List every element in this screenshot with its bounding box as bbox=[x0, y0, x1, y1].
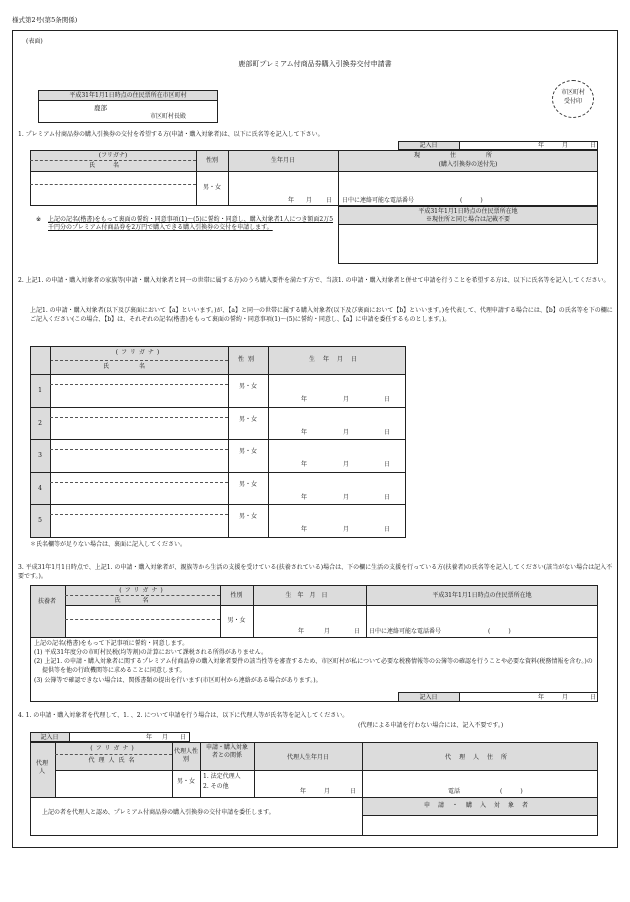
s2-row-number: 3 bbox=[38, 452, 42, 460]
rule bbox=[65, 595, 220, 596]
rule bbox=[268, 346, 269, 538]
s4-applicant-label: 申請・購入対象者 bbox=[423, 802, 536, 809]
s3-date-day: 日 bbox=[590, 693, 597, 701]
s1-birth-header: 生年月日 bbox=[270, 157, 295, 164]
s2-furigana-header: (フリガナ) bbox=[115, 349, 163, 356]
s4-side-label: 代理人 bbox=[35, 760, 48, 775]
s2-row-month: 月 bbox=[343, 428, 350, 436]
s2-row-name-cell[interactable] bbox=[51, 375, 227, 406]
rule bbox=[65, 619, 220, 620]
s4-birth-day: 日 bbox=[350, 788, 357, 795]
s1-name-header: 氏名 bbox=[88, 162, 137, 169]
s3-birth-month: 月 bbox=[324, 628, 331, 635]
rule bbox=[38, 100, 218, 101]
s4-relation-other[interactable]: 2. その他 bbox=[203, 783, 229, 790]
s2-row-year: 年 bbox=[301, 493, 308, 501]
front-label: (表面) bbox=[26, 38, 43, 45]
rule bbox=[50, 360, 228, 361]
municipality-header: 平成31年1月1日時点の住民票所在市区町村 bbox=[69, 91, 187, 99]
s2-row-day: 日 bbox=[384, 396, 391, 403]
s1-birth-month: 月 bbox=[306, 197, 313, 204]
s3-residence-header: 平成31年1月1日時点の住民票所在地 bbox=[432, 592, 532, 599]
s1-address-sub: (購入引換券の送付先) bbox=[438, 161, 498, 168]
s2-row-day: 日 bbox=[384, 428, 391, 436]
s4-date-month: 月 bbox=[162, 733, 169, 741]
form-title: 鹿部町プレミアム付商品券購入引換券交付申請書 bbox=[238, 60, 392, 68]
s2-row-gender[interactable]: 男・女 bbox=[238, 513, 257, 521]
s3-side-label: 扶養者 bbox=[38, 598, 57, 605]
s3-gender-value[interactable]: 男・女 bbox=[227, 617, 246, 624]
s4-name-header: 代理人氏名 bbox=[88, 757, 139, 764]
s2-birth-header: 生年月日 bbox=[308, 356, 365, 363]
form-number: 様式第2号(第5条関係) bbox=[12, 16, 78, 24]
s3-gender-header: 性別 bbox=[230, 592, 243, 599]
rule bbox=[459, 141, 460, 150]
s2-paragraph: 上記1. の申請・購入対象者(以下及び裏面において【a】といいます。)が、【a】と同一の世帯に属する購入対象者(以下及び裏面において【b】といいます。)を代表して、代理申請する場合には、【b】の氏名等を下の欄にご記入ください(この場合、【b】は、それぞれの記名(楷書)をもって裏面の誓約・同意事項(1)～(5)に誓約・同意し、【a】に申請を委任するものとします。)。 bbox=[30, 307, 613, 323]
s4-phone-input[interactable]: ( ) bbox=[500, 788, 523, 795]
s2-row-day: 日 bbox=[384, 526, 391, 534]
s3-item-3: (3) 公簿等で確認できない場合は、関係書類の提出を行います(市区町村から連絡がある場合があります。)。 bbox=[34, 677, 322, 684]
rule bbox=[55, 770, 598, 771]
s3-phone-input[interactable]: ( ) bbox=[488, 628, 511, 635]
s1-phone-input[interactable]: ( ) bbox=[460, 197, 483, 204]
s1-residence-h1: 平成31年1月1日時点の住民票所在地 bbox=[418, 208, 518, 215]
municipality-name[interactable]: 鹿部 bbox=[94, 104, 107, 112]
s1-birth-day: 日 bbox=[326, 197, 333, 204]
s1-furigana-header: (フリガナ) bbox=[98, 152, 128, 159]
rule bbox=[30, 184, 196, 185]
s2-row-gender[interactable]: 男・女 bbox=[238, 480, 257, 488]
s3-furigana-header: (フリガナ) bbox=[119, 587, 166, 594]
s4-relation-legal[interactable]: 1. 法定代理人 bbox=[203, 773, 241, 780]
s1-note: 上記の記名(楷書)をもって裏面の誓約・同意事項(1)～(5)に誓約・同意し、購入対象者1人につき額面2万5千円分のプレミアム付商品券を2万円で購入できる購入引換券の交付を申請します。 bbox=[48, 216, 334, 232]
s2-row-day: 日 bbox=[384, 493, 391, 501]
s4-relation-header: 申請・購入対象者との関係 bbox=[205, 744, 248, 759]
rule bbox=[30, 171, 598, 172]
municipality-suffix: 市区町村長殿 bbox=[150, 113, 187, 120]
s3-item-2: (2) 上記1. の申請・購入対象者に関するプレミアム付商品券の購入対象者要件の該当性等を審査するため、市区町村が私について必要な税務情報等の公簿等の確認を行うことや必要な資料(税務情報を含む。)の提供等を他の行政機関等に求めることに同意します。 bbox=[34, 658, 593, 674]
s3-phone-label: 日中に連絡可能な電話番号 bbox=[369, 628, 442, 635]
s4-birth-month: 月 bbox=[324, 788, 331, 795]
s2-row-month: 月 bbox=[343, 526, 350, 534]
rule bbox=[65, 605, 598, 606]
s2-intro: 2. 上記1. の申請・購入対象者の家族等(申請・購入対象者と同一の世帯に属する方)のうち購入要件を満たす方で、当該1. の申請・購入対象者と併せて申請を行うことを希望する方は、以下に氏名等を記入してください。 bbox=[18, 277, 610, 284]
s2-row-name-cell[interactable] bbox=[51, 408, 227, 439]
s2-row-gender[interactable]: 男・女 bbox=[238, 415, 257, 423]
s2-row-year: 年 bbox=[301, 526, 308, 534]
s3-name-header: 氏名 bbox=[114, 597, 171, 604]
s1-birth-year: 年 bbox=[288, 197, 295, 204]
s3-intro: 3. 平成31年1月1日時点で、上記1. の申請・購入対象者が、親族等から生活の支援を受けている(扶養されている)場合は、下の欄に生活の支援を行っている方(扶養者)の氏名等を記入してください(該当がない場合は記入不要です。)。 bbox=[18, 564, 613, 580]
s1-date-month: 月 bbox=[562, 142, 569, 149]
stamp-line1: 市区町村 bbox=[560, 89, 585, 96]
s1-date-day: 日 bbox=[590, 142, 597, 149]
rule bbox=[30, 160, 196, 161]
s2-row-gender[interactable]: 男・女 bbox=[238, 383, 257, 390]
rule bbox=[459, 692, 460, 702]
s1-date-year: 年 bbox=[538, 142, 545, 149]
s3-birth-header: 生年月日 bbox=[285, 592, 334, 599]
s4-gender-value[interactable]: 男・女 bbox=[176, 778, 195, 785]
s4-birth-year: 年 bbox=[300, 788, 307, 795]
s4-phone-label: 電話 bbox=[448, 788, 461, 795]
s1-entry-date-label: 記入日 bbox=[419, 142, 438, 149]
rule bbox=[55, 754, 172, 755]
s3-pledge: 上記の記名(楷書)をもって下記事項に誓約・同意します。 bbox=[34, 640, 189, 647]
s4-date-day: 日 bbox=[180, 733, 187, 741]
s4-furigana-header: (フリガナ) bbox=[90, 745, 137, 752]
s1-intro: 1. プレミアム付商品券の購入引換券の交付を希望する方(申請・購入対象者)は、以下に氏名等を記入して下さい。 bbox=[18, 131, 324, 138]
s2-row-number: 1 bbox=[38, 387, 42, 394]
s3-birth-year: 年 bbox=[298, 628, 305, 635]
s2-row-number: 2 bbox=[38, 419, 42, 427]
s4-intro: 4. 1. の申請・購入対象者を代理して、1. 、2. について申請を行う場合は、以下に代理人等が氏名等を記入してください。 bbox=[18, 712, 349, 719]
s3-side-bg bbox=[31, 586, 65, 637]
s2-row-year: 年 bbox=[301, 461, 308, 469]
rule bbox=[30, 637, 598, 638]
s2-row-year: 年 bbox=[301, 396, 308, 403]
s3-date-month: 月 bbox=[562, 693, 569, 701]
s2-row-name-cell[interactable] bbox=[51, 505, 227, 536]
s4-date-year: 年 bbox=[146, 733, 153, 741]
s3-item-1: (1) 平成31年度分の市町村民税(均等割)の計算において課税される所得がありません。 bbox=[34, 649, 268, 656]
s2-row-month: 月 bbox=[343, 461, 350, 469]
s3-entry-date-label: 記入日 bbox=[419, 693, 438, 701]
s1-gender-header: 性別 bbox=[205, 157, 218, 164]
stamp-line2: 受付印 bbox=[563, 98, 582, 105]
s2-row-month: 月 bbox=[343, 493, 350, 501]
s1-gender-value[interactable]: 男・女 bbox=[202, 184, 221, 191]
s4-address-header: 代理人住所 bbox=[444, 754, 515, 761]
s4-entry-date-label: 記入日 bbox=[40, 733, 59, 741]
s4-birth-header: 代理人生年月日 bbox=[286, 754, 329, 761]
s2-row-number: 4 bbox=[38, 484, 42, 492]
s4-gender-header: 代理人性別 bbox=[173, 748, 198, 764]
s3-birth-day: 日 bbox=[354, 628, 361, 635]
s1-residence-h2: ※現住所と同じ場合は記載不要 bbox=[425, 216, 510, 223]
s2-row-gender[interactable]: 男・女 bbox=[238, 448, 257, 456]
s1-address-header: 現住所 bbox=[413, 152, 522, 159]
s4-intro2: (代理による申請を行わない場合には、記入不要です。) bbox=[358, 722, 504, 729]
s2-row-month: 月 bbox=[343, 396, 350, 403]
s1-phone-label: 日中に連絡可能な電話番号 bbox=[342, 197, 415, 204]
s3-date-year: 年 bbox=[538, 693, 545, 701]
s2-row-name-cell[interactable] bbox=[51, 440, 227, 471]
s4-delegate-text: 上記の者を代理人と認め、プレミアム付商品券の購入引換券の交付申請を委任します。 bbox=[42, 809, 275, 816]
s2-row-day: 日 bbox=[384, 461, 391, 469]
rule bbox=[228, 346, 229, 538]
s2-row-number: 5 bbox=[38, 517, 42, 525]
s2-row-name-cell[interactable] bbox=[51, 473, 227, 504]
rule bbox=[69, 732, 70, 742]
s1-note-mark: ※ bbox=[36, 216, 42, 223]
rule bbox=[338, 224, 598, 225]
s2-gender-header: 性別 bbox=[237, 356, 258, 363]
s2-name-header: 氏名 bbox=[102, 363, 175, 370]
s2-footnote: ＊氏名欄等が足りない場合は、裏面に記入してください。 bbox=[30, 541, 187, 548]
s2-row-year: 年 bbox=[301, 428, 308, 436]
rule bbox=[362, 815, 598, 816]
